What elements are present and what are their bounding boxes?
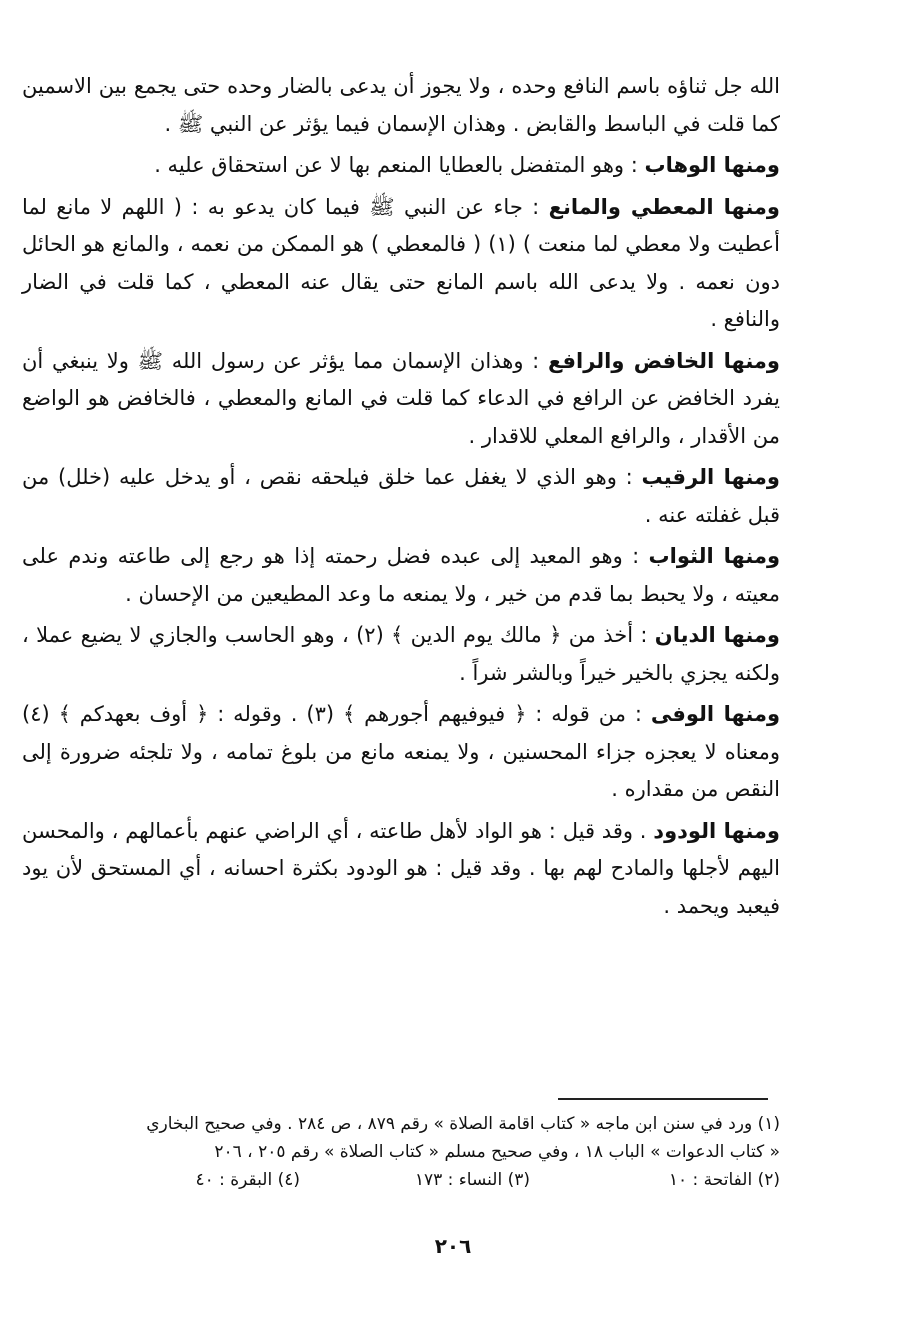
paragraph-term: ومنها الوهاب bbox=[644, 153, 780, 177]
paragraph-body: . وقد قيل : هو الواد لأهل طاعته ، أي الراضي عنهم بأعمالهم ، والمحسن اليهم لأجلها والمادح لهم بها . وقد قيل : هو الودود بكثرة احسانه ، أي المستحق لأن يود فيعبد ويحمد . bbox=[22, 818, 780, 918]
paragraph-wadud bbox=[22, 813, 780, 926]
paragraph-body: : وهذان الإسمان مما يؤثر عن رسول الله ﷺ ولا ينبغي أن يفرد الخافض عن الرافع في الدعاء كما قلت في المانع والمعطي ، فالخافض هو الواضع من الأقدار ، والرافع المعلي للاقدار . bbox=[22, 348, 780, 448]
paragraph-body: : أخذ من ﴿ مالك يوم الدين ﴾ (٢) ، وهو الحاسب والجازي لا يضيع عملا ، ولكنه يجزي بالخير خيراً وبالشر شراً . bbox=[22, 623, 780, 685]
paragraph-raqib bbox=[22, 459, 780, 534]
paragraph-body: : وهو الذي لا يغفل عما خلق فيلحقه نقص ، أو يدخل عليه (خلل) من قبل غفلته عنه . bbox=[22, 465, 780, 527]
page-number: ٢٠٦ bbox=[434, 1234, 472, 1258]
paragraph-wafi bbox=[22, 696, 780, 809]
paragraph-term: ومنها الديان bbox=[654, 623, 780, 647]
paragraph-body: : جاء عن النبي ﷺ فيما كان يدعو به : ( اللهم لا مانع لما أعطيت ولا معطي لما منعت ) (١) ( فالمعطي ) هو الممكن من نعمه ، والمانع هو الحائل دون نعمه . ولا يدعى الله باسم المانع حتى يقال عنه المعطي ، كما قلت في الضار والنافع . bbox=[22, 194, 780, 331]
paragraph-term: ومنها الثواب bbox=[648, 544, 780, 568]
paragraph-nafi bbox=[22, 68, 780, 143]
footnote-row bbox=[22, 1166, 780, 1194]
footnotes bbox=[22, 1110, 780, 1194]
paragraph-khafid-rafi bbox=[22, 343, 780, 456]
paragraph-body: : من قوله : ﴿ فيوفيهم أجورهم ﴾ (٣) . وقوله : ﴿ أوف بعهدكم ﴾ (٤) ومعناه لا يعجزه جزاء المحسنين ، ولا يمنعه مانع من بلوغ تمامه ، ولا تلجئه ضرورة إلى النقص من مقداره . bbox=[22, 702, 780, 801]
footnote-1-line-1: (١) ورد في سنن ابن ماجه « كتاب اقامة الصلاة » رقم ٨٧٩ ، ص ٢٨٤ . وفي صحيح البخاري bbox=[146, 1114, 780, 1134]
paragraph-body: الله جل ثناؤه باسم النافع وحده ، ولا يجوز أن يدعى بالضار وحده حتى يجمع بين الاسمين كما قلت في الباسط والقابض . وهذان الإسمان فيما يؤثر عن النبي ﷺ . bbox=[22, 74, 780, 136]
paragraph-term: ومنها الوفى bbox=[650, 702, 781, 726]
main-text bbox=[22, 68, 780, 929]
paragraph-term: ومنها المعطي والمانع bbox=[548, 194, 780, 219]
paragraph-term: ومنها الودود bbox=[653, 818, 780, 843]
footnote-2: (٢) الفاتحة : ١٠ bbox=[668, 1170, 780, 1190]
footnote-1-line-2: « كتاب الدعوات » الباب ١٨ ، وفي صحيح مسلم « كتاب الصلاة » رقم ٢٠٥ ، ٢٠٦ bbox=[214, 1142, 780, 1162]
footnote-divider bbox=[558, 1098, 768, 1100]
paragraph-wahhab bbox=[22, 147, 780, 185]
paragraph-dayyan bbox=[22, 617, 780, 692]
footnote-4: (٤) البقرة : ٤٠ bbox=[195, 1170, 300, 1190]
paragraph-thawwab bbox=[22, 538, 780, 613]
paragraph-muti-mani bbox=[22, 189, 780, 339]
paragraph-body: : وهو المتفضل بالعطايا المنعم بها لا عن استحقاق عليه . bbox=[154, 153, 638, 177]
paragraph-term: ومنها الخافض والرافع bbox=[547, 348, 780, 373]
paragraph-term: ومنها الرقيب bbox=[641, 465, 780, 489]
paragraph-body: : وهو المعيد إلى عبده فضل رحمته إذا هو رجع إلى طاعته وندم على معيته ، ولا يحبط بما قدم من خير ، ولا يمنعه ما وعد المطيعين من الإحسان . bbox=[22, 544, 780, 606]
footnote-3: (٣) النساء : ١٧٣ bbox=[414, 1170, 530, 1190]
